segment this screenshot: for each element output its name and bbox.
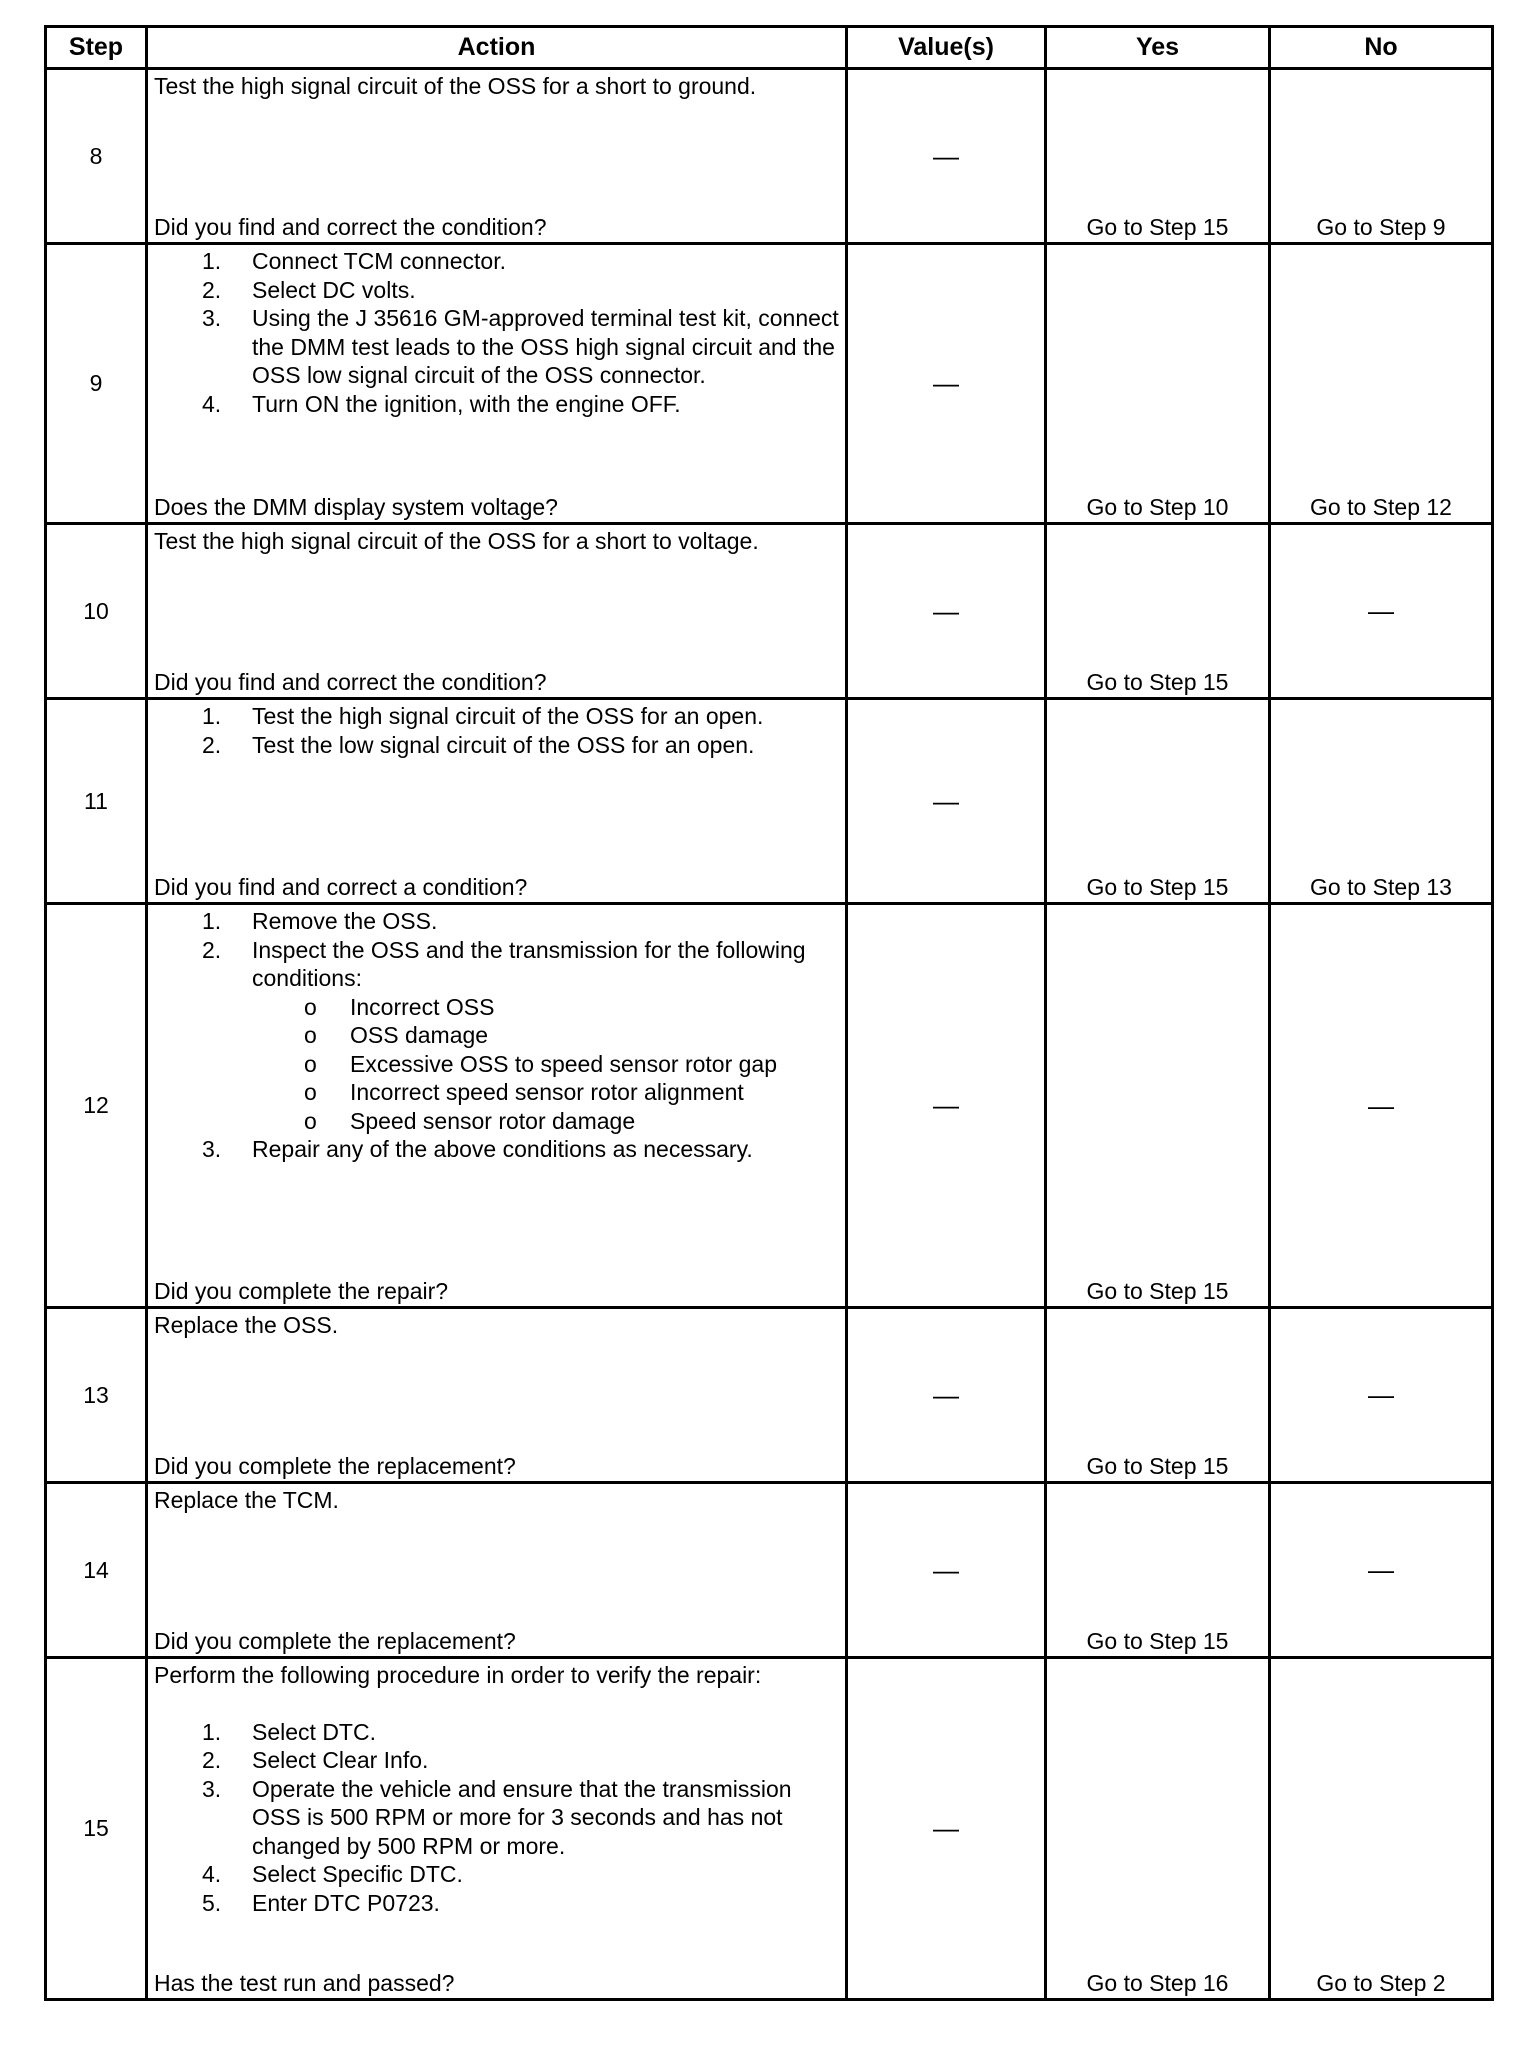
yes-result: Go to Step 10 bbox=[1086, 494, 1229, 520]
action-question: Did you complete the repair? bbox=[154, 1277, 449, 1304]
bullet-marker: o bbox=[304, 1050, 317, 1077]
table-row bbox=[46, 699, 1493, 904]
procedure-list bbox=[154, 907, 841, 1164]
list-item bbox=[154, 1746, 841, 1775]
list-item-text: Remove the OSS. bbox=[252, 908, 438, 934]
list-item-number: 2. bbox=[202, 936, 222, 963]
list-item-text: Select DTC. bbox=[252, 1718, 376, 1745]
no-cell bbox=[1270, 1308, 1493, 1483]
no-cell bbox=[1270, 69, 1493, 244]
step-number: 11 bbox=[46, 699, 147, 904]
action-question: Did you complete the replacement? bbox=[154, 1452, 516, 1479]
step-number: 15 bbox=[46, 1658, 147, 2000]
no-result: — bbox=[1368, 1379, 1394, 1410]
list-item bbox=[154, 276, 841, 305]
list-item bbox=[154, 390, 841, 419]
no-result: Go to Step 2 bbox=[1316, 1970, 1446, 1996]
list-item-number: 4. bbox=[202, 1861, 222, 1887]
list-item bbox=[154, 247, 841, 276]
step-number: 13 bbox=[46, 1308, 147, 1483]
list-item-text: Operate the vehicle and ensure that the transmission OSS is 500 RPM or more for 3 seconds and has not changed by 500 RPM or more. bbox=[252, 1775, 792, 1859]
yes-cell bbox=[1046, 1308, 1270, 1483]
list-item-number: 1. bbox=[202, 908, 222, 934]
action-cell bbox=[147, 524, 847, 699]
table-row bbox=[46, 1308, 1493, 1483]
step-number: 9 bbox=[46, 244, 147, 524]
no-cell bbox=[1270, 1658, 1493, 2000]
yes-cell bbox=[1046, 1483, 1270, 1658]
no-result: — bbox=[1368, 1090, 1394, 1120]
condition-text: Incorrect OSS bbox=[350, 993, 495, 1020]
action-cell bbox=[147, 1658, 847, 2000]
list-item bbox=[154, 702, 841, 731]
list-item-number: 3. bbox=[202, 1775, 222, 1802]
action-cell bbox=[147, 244, 847, 524]
action-cell bbox=[147, 699, 847, 904]
condition-item bbox=[252, 1021, 841, 1050]
list-item-text: Test the high signal circuit of the OSS for an open. bbox=[252, 703, 764, 729]
list-item-number: 3. bbox=[202, 1136, 222, 1162]
no-cell bbox=[1270, 904, 1493, 1308]
table-row bbox=[46, 1658, 1493, 2000]
condition-text: Excessive OSS to speed sensor rotor gap bbox=[350, 1050, 777, 1077]
condition-item bbox=[252, 1050, 841, 1079]
list-item-text: Select DC volts. bbox=[252, 276, 416, 303]
list-item-number: 2. bbox=[202, 276, 222, 303]
action-question: Has the test run and passed? bbox=[154, 1969, 455, 1996]
yes-cell bbox=[1046, 699, 1270, 904]
bullet-marker: o bbox=[304, 1022, 317, 1048]
action-intro: Perform the following procedure in order to verify the repair: bbox=[154, 1662, 762, 1688]
bullet-marker: o bbox=[304, 1079, 317, 1105]
list-item bbox=[154, 1775, 841, 1861]
action-intro: Test the high signal circuit of the OSS for a short to voltage. bbox=[154, 528, 759, 554]
condition-item bbox=[252, 993, 841, 1022]
value-cell: — bbox=[847, 1308, 1046, 1483]
yes-cell bbox=[1046, 244, 1270, 524]
list-item bbox=[154, 936, 841, 1136]
procedure-list bbox=[154, 1718, 841, 1918]
bullet-marker: o bbox=[304, 1107, 317, 1134]
list-item-number: 2. bbox=[202, 731, 222, 758]
no-cell bbox=[1270, 699, 1493, 904]
no-result: Go to Step 13 bbox=[1310, 874, 1452, 900]
yes-result: Go to Step 15 bbox=[1086, 874, 1229, 900]
action-question: Did you find and correct the condition? bbox=[154, 668, 547, 695]
list-item bbox=[154, 1135, 841, 1164]
list-item-number: 1. bbox=[202, 703, 222, 729]
action-cell bbox=[147, 1308, 847, 1483]
list-item bbox=[154, 1860, 841, 1889]
list-item-text: Test the low signal circuit of the OSS for an open. bbox=[252, 731, 755, 758]
condition-text: Speed sensor rotor damage bbox=[350, 1107, 636, 1134]
list-item-text: Connect TCM connector. bbox=[252, 248, 506, 274]
step-number: 12 bbox=[46, 904, 147, 1308]
header-values: Value(s) bbox=[847, 27, 1046, 69]
list-item-text: Repair any of the above conditions as necessary. bbox=[252, 1136, 753, 1162]
bullet-marker: o bbox=[304, 993, 317, 1020]
action-question: Did you find and correct the condition? bbox=[154, 213, 547, 240]
no-result: Go to Step 12 bbox=[1310, 494, 1452, 520]
procedure-list bbox=[154, 702, 841, 759]
action-intro: Test the high signal circuit of the OSS for a short to ground. bbox=[154, 73, 757, 99]
list-item-text: Select Clear Info. bbox=[252, 1747, 429, 1773]
yes-result: Go to Step 15 bbox=[1086, 1278, 1229, 1304]
yes-result: Go to Step 15 bbox=[1086, 669, 1229, 695]
table-row bbox=[46, 1483, 1493, 1658]
value-cell: — bbox=[847, 904, 1046, 1308]
yes-result: Go to Step 15 bbox=[1086, 1628, 1229, 1654]
list-item-text: Enter DTC P0723. bbox=[252, 1889, 440, 1916]
step-number: 8 bbox=[46, 69, 147, 244]
list-item-number: 1. bbox=[202, 248, 222, 274]
action-intro: Replace the OSS. bbox=[154, 1312, 339, 1338]
no-cell bbox=[1270, 1483, 1493, 1658]
condition-list bbox=[252, 993, 841, 1136]
list-item-text: Using the J 35616 GM-approved terminal test kit, connect the DMM test leads to the OSS high signal circuit and the OSS low signal circuit of the OSS connector. bbox=[252, 305, 839, 388]
header-action: Action bbox=[147, 27, 847, 69]
list-item-text: Turn ON the ignition, with the engine OFF. bbox=[252, 390, 681, 417]
yes-cell bbox=[1046, 904, 1270, 1308]
action-cell bbox=[147, 69, 847, 244]
no-result: — bbox=[1368, 1554, 1394, 1585]
header-row bbox=[46, 27, 1493, 69]
step-number: 10 bbox=[46, 524, 147, 699]
list-item bbox=[154, 1889, 841, 1918]
yes-result: Go to Step 15 bbox=[1086, 1453, 1229, 1479]
value-cell: — bbox=[847, 699, 1046, 904]
list-item-number: 4. bbox=[202, 390, 222, 417]
no-cell bbox=[1270, 244, 1493, 524]
table-row bbox=[46, 524, 1493, 699]
list-item-text: Select Specific DTC. bbox=[252, 1861, 463, 1887]
no-cell bbox=[1270, 524, 1493, 699]
list-item-text: Inspect the OSS and the transmission for the following conditions: bbox=[252, 936, 806, 991]
list-item bbox=[154, 1718, 841, 1747]
table-row bbox=[46, 244, 1493, 524]
procedure-list bbox=[154, 247, 841, 418]
header-no: No bbox=[1270, 27, 1493, 69]
list-item-number: 5. bbox=[202, 1889, 222, 1916]
value-cell: — bbox=[847, 1483, 1046, 1658]
condition-item bbox=[252, 1078, 841, 1107]
action-intro: Replace the TCM. bbox=[154, 1487, 339, 1513]
yes-result: Go to Step 16 bbox=[1086, 1970, 1229, 1996]
action-question: Did you complete the replacement? bbox=[154, 1627, 516, 1654]
action-cell bbox=[147, 904, 847, 1308]
diagnostic-table bbox=[44, 25, 1494, 2001]
value-cell: — bbox=[847, 244, 1046, 524]
value-cell: — bbox=[847, 1658, 1046, 2000]
condition-text: Incorrect speed sensor rotor alignment bbox=[350, 1079, 744, 1105]
header-step: Step bbox=[46, 27, 147, 69]
action-question: Does the DMM display system voltage? bbox=[154, 493, 558, 520]
condition-text: OSS damage bbox=[350, 1022, 489, 1048]
table-row bbox=[46, 904, 1493, 1308]
yes-result: Go to Step 15 bbox=[1086, 214, 1229, 240]
table-row bbox=[46, 69, 1493, 244]
step-number: 14 bbox=[46, 1483, 147, 1658]
list-item-number: 1. bbox=[202, 1718, 222, 1745]
condition-item bbox=[252, 1107, 841, 1136]
value-cell: — bbox=[847, 69, 1046, 244]
action-question: Did you find and correct a condition? bbox=[154, 873, 528, 900]
value-cell: — bbox=[847, 524, 1046, 699]
yes-cell bbox=[1046, 1658, 1270, 2000]
no-result: Go to Step 9 bbox=[1316, 214, 1446, 240]
no-result: — bbox=[1368, 595, 1394, 626]
action-cell bbox=[147, 1483, 847, 1658]
yes-cell bbox=[1046, 524, 1270, 699]
header-yes: Yes bbox=[1046, 27, 1270, 69]
list-item bbox=[154, 907, 841, 936]
yes-cell bbox=[1046, 69, 1270, 244]
list-item-number: 3. bbox=[202, 305, 222, 331]
list-item bbox=[154, 731, 841, 760]
list-item-number: 2. bbox=[202, 1747, 222, 1773]
list-item bbox=[154, 304, 841, 390]
